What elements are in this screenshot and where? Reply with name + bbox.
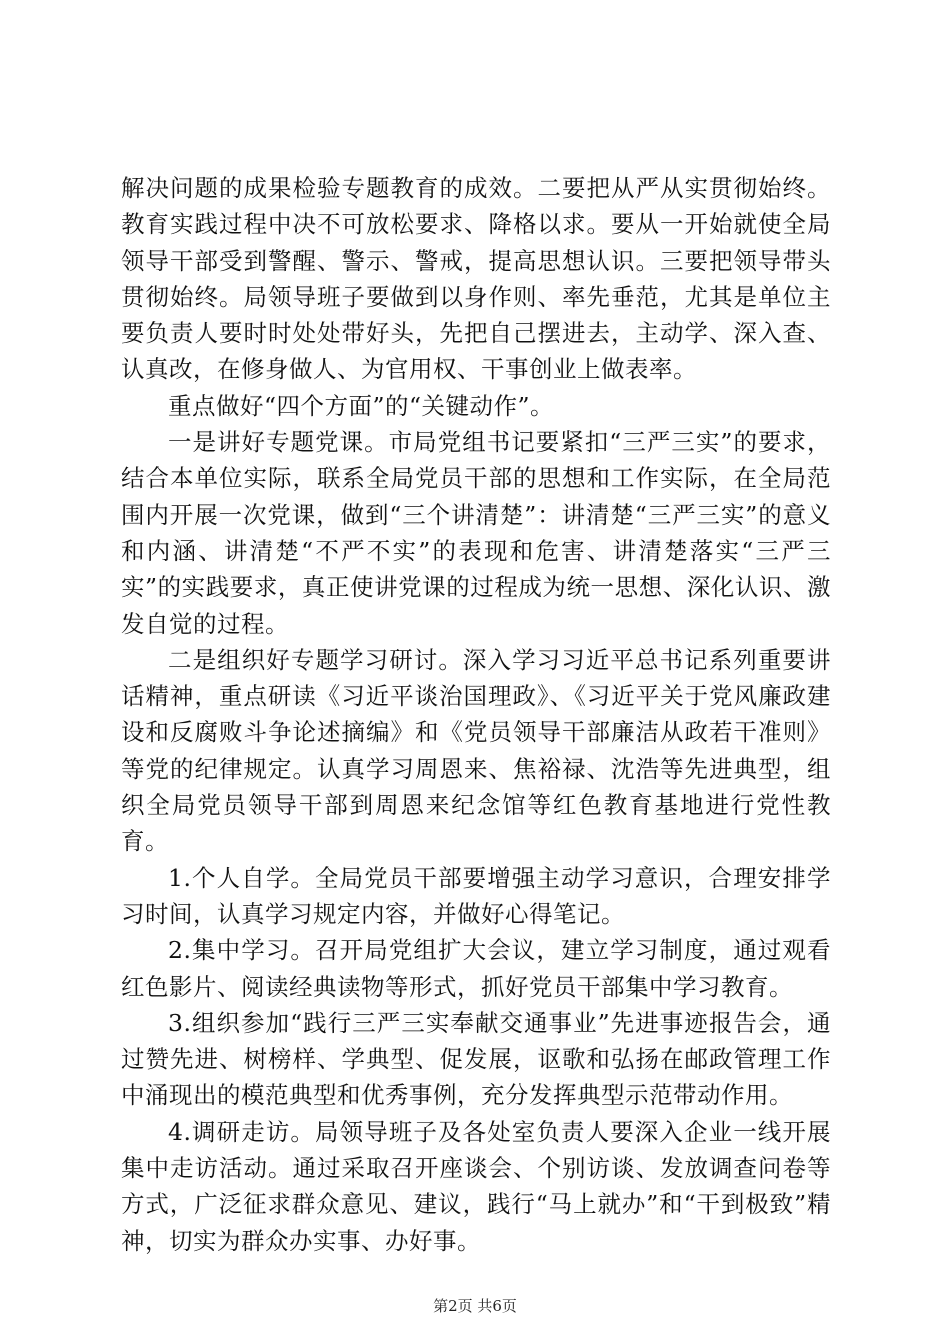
document-body <box>121 170 831 1259</box>
paragraph-self-study: 1.个人自学。全局党员干部要增强主动学习意识，合理安排学习时间，认真学习规定内容，并做好心得笔记。 <box>121 863 831 928</box>
paragraph-continuation: 解决问题的成果检验专题教育的成效。二要把从严从实贯彻始终。教育实践过程中决不可放松要求、降格以求。要从一开始就使全局领导干部受到警醒、警示、警戒，提高思想认识。三要把领导带头贯彻始终。局领导班子要做到以身作则、率先垂范，尤其是单位主要负责人要时时处处带好头，先把自己摆进去，主动学、深入查、认真改，在修身做人、为官用权、干事创业上做表率。 <box>121 174 831 384</box>
paragraph-key-actions-heading: 重点做好“四个方面”的“关键动作”。 <box>168 391 555 420</box>
page-number-footer: 第2页 共6页 <box>433 1297 517 1315</box>
paragraph-party-lecture: 一是讲好专题党课。市局党组书记要紧扣“三严三实”的要求，结合本单位实际，联系全局党员干部的思想和工作实际，在全局范围内开展一次党课，做到“三个讲清楚”：讲清楚“三严三实”的意义和内涵、讲清楚“不严不实”的表现和危害、讲清楚落实“三严三实”的实践要求，真正使讲党课的过程成为统一思想、深化认识、激发自觉的过程。 <box>121 428 831 638</box>
paragraph-study-seminar: 二是组织好专题学习研讨。深入学习习近平总书记系列重要讲话精神，重点研读《习近平谈治国理政》、《习近平关于党风廉政建设和反腐败斗争论述摘编》和《党员领导干部廉洁从政若干准则》等党的纪律规定。认真学习周恩来、焦裕禄、沈浩等先进典型，组织全局党员领导干部到周恩来纪念馆等红色教育基地进行党性教育。 <box>121 645 831 856</box>
paragraph-research-visits: 4.调研走访。局领导班子及各处室负责人要深入企业一线开展集中走访活动。通过采取召开座谈会、个别访谈、发放调查问卷等方式，广泛征求群众意见、建议，践行“马上就办”和“干到极致”精神，切实为群众办实事、办好事。 <box>121 1117 831 1255</box>
paragraph-report-meeting: 3.组织参加“践行三严三实奉献交通事业”先进事迹报告会，通过赞先进、树榜样、学典型、促发展，讴歌和弘扬在邮政管理工作中涌现出的模范典型和优秀事例，充分发挥典型示范带动作用。 <box>121 1008 831 1110</box>
paragraph-group-study: 2.集中学习。召开局党组扩大会议，建立学习制度，通过观看红色影片、阅读经典读物等形式，抓好党员干部集中学习教育。 <box>121 936 831 1001</box>
